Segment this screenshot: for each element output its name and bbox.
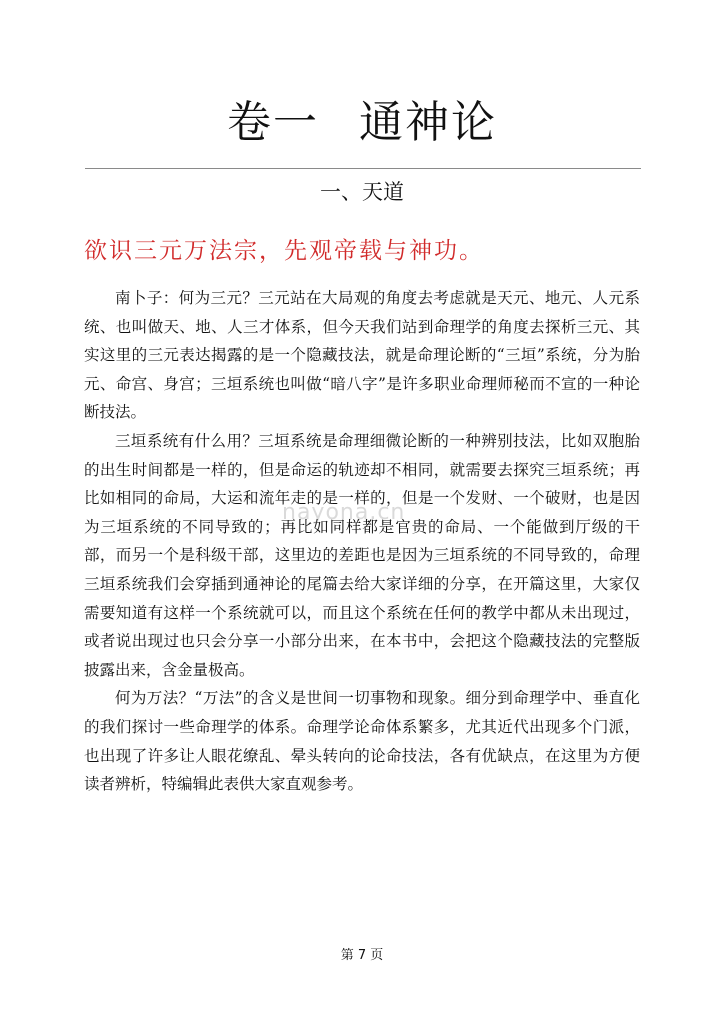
chapter-name: 通神论 <box>359 97 497 148</box>
paragraph-1: 南卜子：何为三元？三元站在大局观的角度去考虑就是天元、地元、人元系统、也叫做天、地、人三才体系，但今天我们站到命理学的角度去探析三元、其实这里的三元表达揭露的是一个隐藏技法，就是命理论断的“三垣”系统，分为胎元、命宫、身宫；三垣系统也叫做“暗八字”是许多职业命理师秘而不宣的一种论断技法。 <box>84 289 640 422</box>
paragraph-2: 三垣系统有什么用？三垣系统是命理细微论断的一种辨别技法，比如双胞胎的出生时间都是一样的，但是命运的轨迹却不相同，就需要去探究三垣系统；再比如相同的命局，大运和流年走的是一样的，但是一个发财、一个破财，也是因为三垣系统的不同导致的；再比如同样都是官贵的命局、一个能做到厅级的干部，而另一个是科级干部，这里边的差距也是因为三垣系统的不同导致的，命理三垣系统我们会穿插到通神论的尾篇去给大家详细的分享，在开篇这里，大家仅需要知道有这样一个系统就可以，而且这个系统在任何的教学中都从未出现过，或者说出现过也只会分享一小部分出来，在本书中，会把这个隐藏技法的完整版披露出来，含金量极高。 <box>84 431 640 679</box>
watermark: nayona.cn <box>282 500 406 525</box>
verse-heading: 欲识三元万法宗，先观帝载与神功。 <box>84 238 484 264</box>
section-title: 一、天道 <box>320 180 404 204</box>
chapter-label: 卷一 <box>227 97 319 148</box>
body-text <box>84 284 640 799</box>
paragraph-3: 何为万法？“万法”的含义是世间一切事物和现象。细分到命理学中、垂直化的我们探讨一些命理学的体系。命理学论命体系繁多，尤其近代出现多个门派，也出现了许多让人眼花缭乱、晕头转向的论命技法，各有优缺点，在这里为方便读者辨析，特编辑此表供大家直观参考。 <box>84 689 640 794</box>
chapter-title <box>0 86 724 150</box>
page-number: 第 7 页 <box>340 948 384 963</box>
title-divider <box>85 168 641 169</box>
